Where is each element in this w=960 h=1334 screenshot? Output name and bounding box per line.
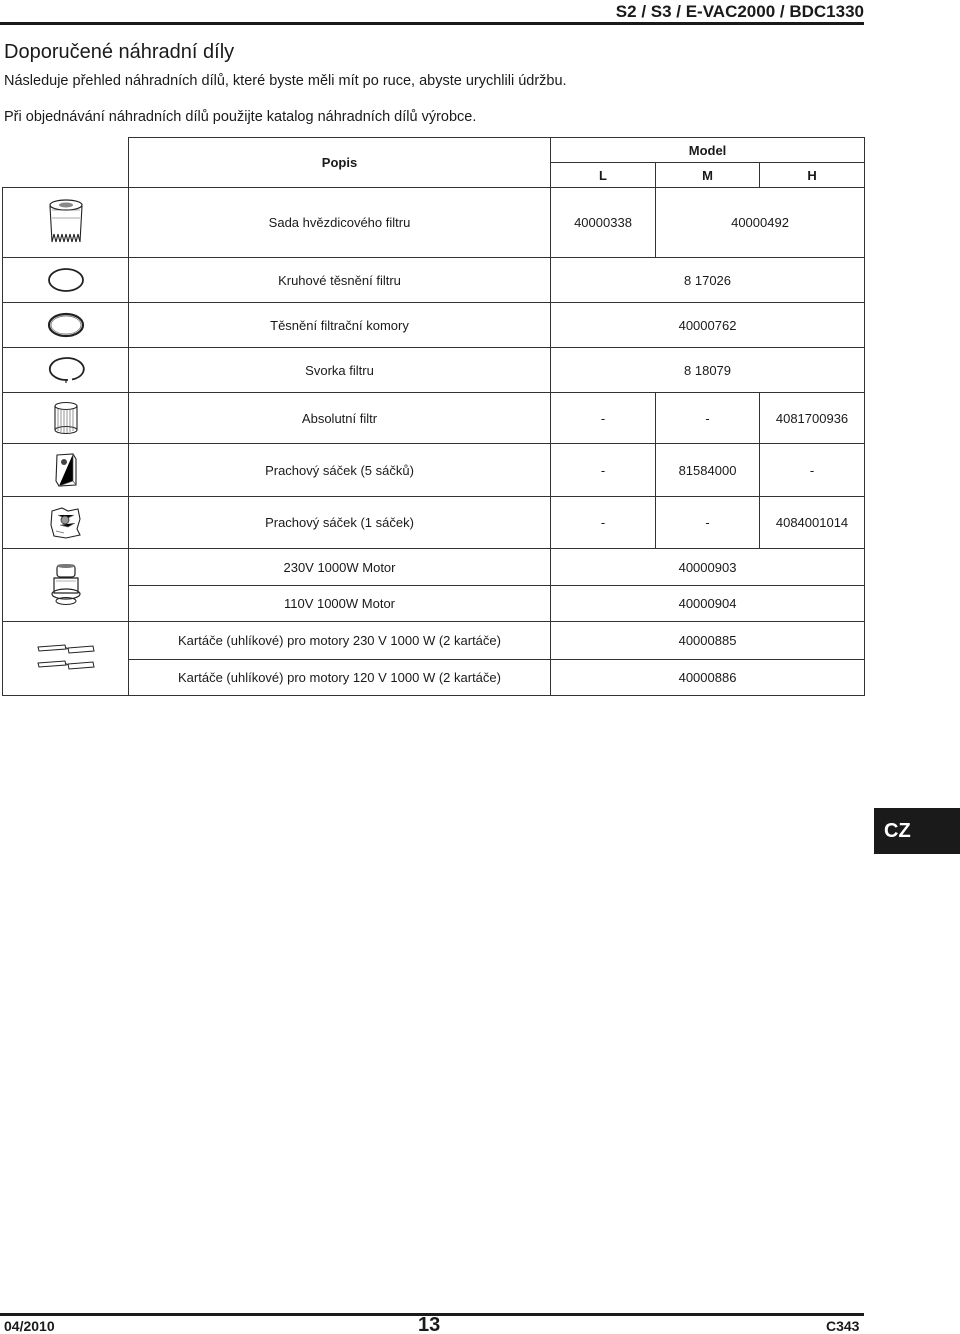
filter-clamp-icon xyxy=(46,355,86,385)
row-value-all: 8 18079 xyxy=(551,348,865,393)
chamber-seal-icon xyxy=(46,311,86,339)
document-header-title: S2 / S3 / E-VAC2000 / BDC1330 xyxy=(615,2,864,21)
row-value-all: 40000885 xyxy=(551,622,865,660)
row-icon-cell xyxy=(3,622,129,696)
row-value-all: 40000762 xyxy=(551,303,865,348)
intro-text-2: Při objednávání náhradních dílů použijte katalog náhradních dílů výrobce. xyxy=(4,109,477,125)
row-description: Těsnění filtrační komory xyxy=(129,303,551,348)
row-value-l: 40000338 xyxy=(551,188,656,258)
row-value-mh: 40000492 xyxy=(656,188,865,258)
document-code: C343 xyxy=(826,1318,860,1334)
header-icon-cell xyxy=(3,138,129,188)
row-description: 110V 1000W Motor xyxy=(129,586,551,622)
dust-bag-5-icon xyxy=(51,451,81,489)
row-icon-cell xyxy=(3,549,129,622)
row-icon-cell xyxy=(3,444,129,497)
footer-date: 04/2010 xyxy=(4,1318,55,1334)
star-filter-icon xyxy=(36,198,96,248)
row-value-all: 40000903 xyxy=(551,549,865,586)
row-value-m: - xyxy=(656,393,760,444)
row-value-h: - xyxy=(760,444,865,497)
table-header-row xyxy=(3,138,865,163)
row-value-all: 8 17026 xyxy=(551,258,865,303)
dust-bag-1-icon xyxy=(48,505,84,541)
header-model-l: L xyxy=(551,163,656,188)
row-description: Sada hvězdicového filtru xyxy=(129,188,551,258)
row-description: Kartáče (uhlíkové) pro motory 120 V 1000 W (2 kartáče) xyxy=(129,660,551,696)
header-model-m: M xyxy=(656,163,760,188)
spare-parts-table xyxy=(2,137,865,696)
carbon-brush-icon xyxy=(35,642,97,676)
header-model-h: H xyxy=(760,163,865,188)
row-icon-cell xyxy=(3,303,129,348)
row-value-l: - xyxy=(551,393,656,444)
table-row xyxy=(3,586,865,622)
row-icon-cell xyxy=(3,497,129,549)
table-row xyxy=(3,258,865,303)
row-description: Absolutní filtr xyxy=(129,393,551,444)
header-model: Model xyxy=(551,138,865,163)
row-value-m: 81584000 xyxy=(656,444,760,497)
row-value-l: - xyxy=(551,497,656,549)
row-value-h: 4084001014 xyxy=(760,497,865,549)
row-description: 230V 1000W Motor xyxy=(129,549,551,586)
table-row xyxy=(3,660,865,696)
page-number: 13 xyxy=(418,1314,441,1334)
table-row xyxy=(3,348,865,393)
row-icon-cell xyxy=(3,393,129,444)
section-title: Doporučené náhradní díly xyxy=(4,41,235,63)
language-tab: CZ xyxy=(874,808,960,854)
table-row xyxy=(3,393,865,444)
table-row xyxy=(3,188,865,258)
row-value-h: 4081700936 xyxy=(760,393,865,444)
table-row xyxy=(3,549,865,586)
row-value-all: 40000904 xyxy=(551,586,865,622)
table-row xyxy=(3,497,865,549)
ring-seal-icon xyxy=(46,266,86,294)
row-description: Prachový sáček (5 sáčků) xyxy=(129,444,551,497)
row-value-all: 40000886 xyxy=(551,660,865,696)
motor-icon xyxy=(49,563,83,607)
row-icon-cell xyxy=(3,348,129,393)
absolute-filter-icon xyxy=(51,401,81,435)
row-icon-cell xyxy=(3,258,129,303)
row-description: Kartáče (uhlíkové) pro motory 230 V 1000 W (2 kartáče) xyxy=(129,622,551,660)
intro-text-1: Následuje přehled náhradních dílů, které byste měli mít po ruce, abyste urychlili údržbu. xyxy=(4,73,567,89)
table-row xyxy=(3,444,865,497)
table-row xyxy=(3,303,865,348)
header-description: Popis xyxy=(129,138,551,188)
header-rule xyxy=(0,22,864,25)
row-description: Kruhové těsnění filtru xyxy=(129,258,551,303)
row-description: Svorka filtru xyxy=(129,348,551,393)
row-value-l: - xyxy=(551,444,656,497)
row-description: Prachový sáček (1 sáček) xyxy=(129,497,551,549)
row-icon-cell xyxy=(3,188,129,258)
row-value-m: - xyxy=(656,497,760,549)
table-row xyxy=(3,622,865,660)
